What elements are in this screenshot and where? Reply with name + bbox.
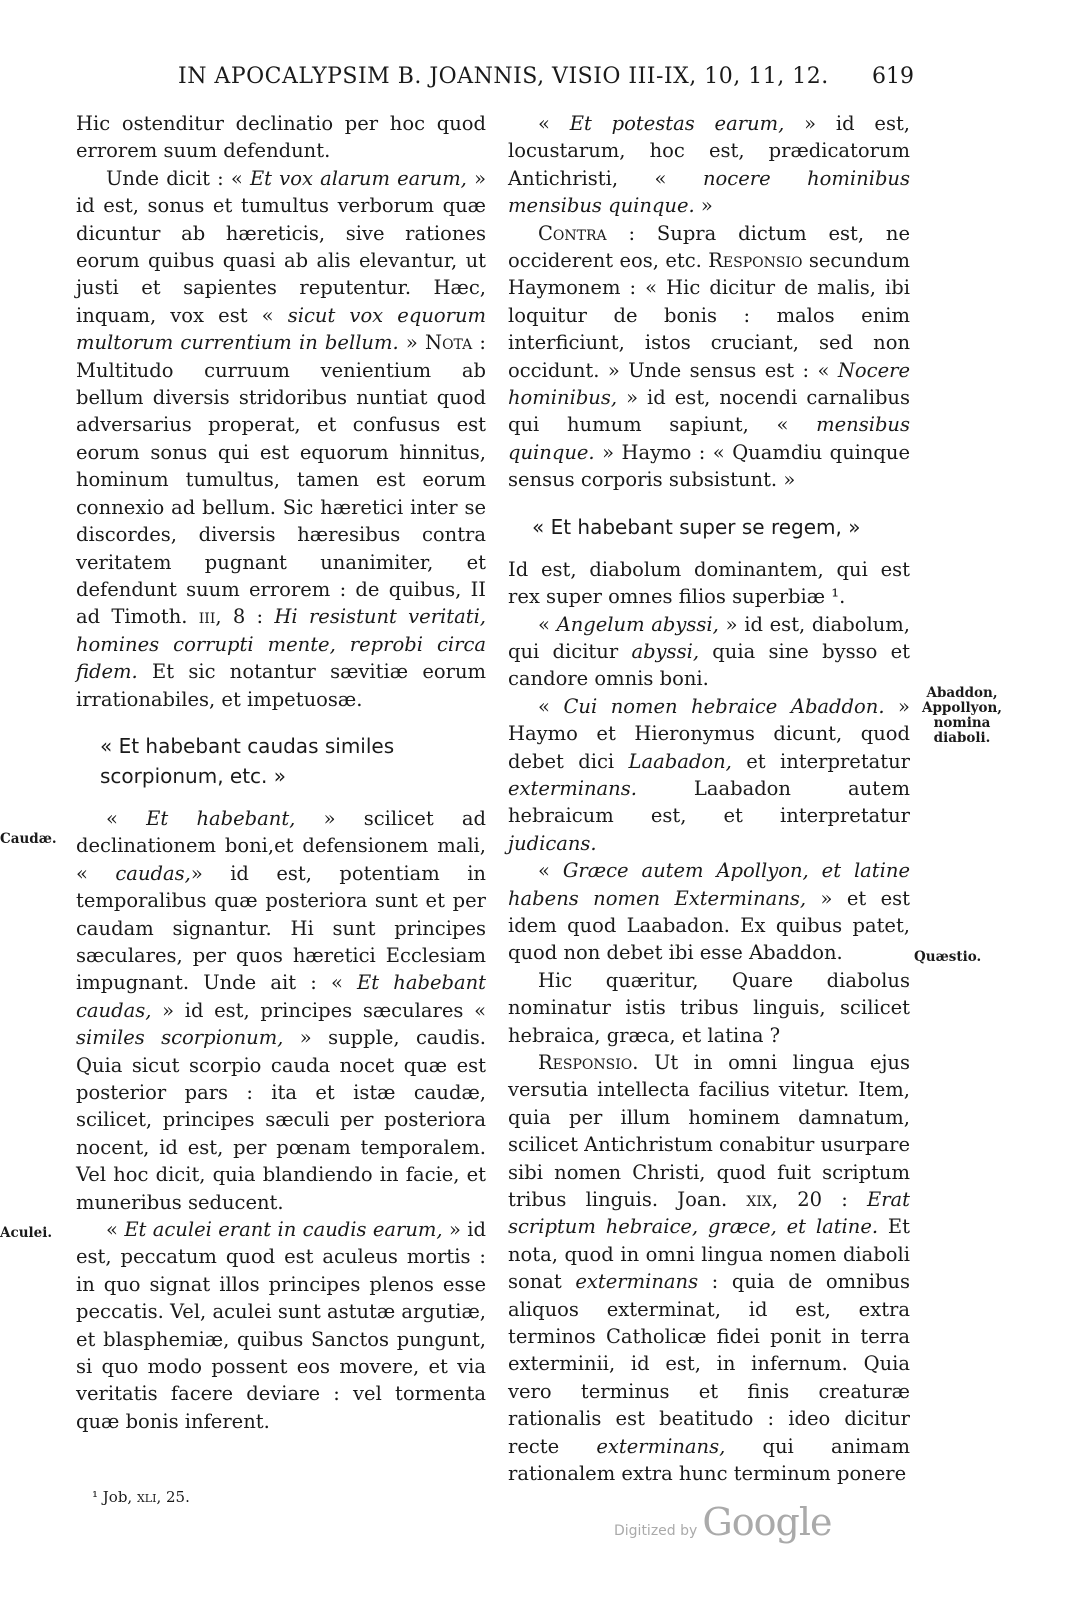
running-header	[0, 64, 1081, 94]
running-title: IN APOCALYPSIM B. JOANNIS, VISIO III-IX, 10, 11, 12.	[178, 64, 829, 89]
google-logo: Google	[702, 1500, 832, 1544]
lemma-heading: « Et habebant super se regem, »	[532, 514, 861, 539]
page-number: 619	[872, 64, 914, 89]
paragraph: Contra : Supra dictum est, ne occiderent eos, etc. Responsio secundum Haymonem : « Hic dicitur de malis, ibi loquitur de bonis : malos enim interficiunt, istos cruciant, sed non occidunt. » Unde sensus est : « Nocere hominibus, » id est, nocendi carnalibus qui humum sapiunt, « mensibus quinque. » Haymo : « Quamdiu quinque sensus corporis subsistunt. »	[508, 221, 910, 492]
footnote: ¹ Job, xli, 25.	[92, 1488, 190, 1506]
right-column	[508, 110, 910, 1488]
paragraph: « Et aculei erant in caudis earum, » id est, peccatum quod est aculeus mortis : in quo signat illos principes plenos esse peccatis. Vel, aculei sunt astutæ argutiæ, et blasphemiæ, quibus Sanctos pungunt, si quo modo possent eos movere, et via veritatis facere deviare : vel tormenta quæ bonis inferent.	[76, 1218, 486, 1433]
paragraph: Id est, diabolum dominantem, qui est rex super omnes filios superbiæ ¹.	[508, 557, 910, 609]
paragraph: Hic ostenditur declinatio per hoc quod errorem suum defendunt.	[76, 112, 486, 163]
margin-note-aculei: Aculei.	[0, 1225, 53, 1241]
paragraph: « Græce autem Apollyon, et latine habens nomen Exterminans, » et est idem quod Laabadon. Ex quibus patet, quod non debet ibi esse Abaddon.	[508, 859, 910, 965]
digitized-by-label: Digitized by	[614, 1523, 698, 1539]
paragraph: « Cui nomen hebraice Abaddon. » Haymo et Hieronymus dicunt, quod debet dici Laabadon, et interpretatur exterminans. Laabadon autem hebraicum est, et interpretatur judicans.	[508, 694, 910, 855]
paragraph: Hic quæritur, Quare diabolus nominatur istis tribus linguis, scilicet hebraica, græca, et latina ?	[508, 968, 910, 1047]
paragraph: « Et potestas earum, » id est, locustarum, hoc est, prædicatorum Antichristi, « nocere hominibus mensibus quinque. »	[508, 112, 910, 218]
margin-note-caudae: Caudæ.	[0, 831, 57, 847]
lemma-heading: « Et habebant caudas similes scorpionum, etc. »	[100, 733, 395, 788]
paragraph: « Et habebant, » scilicet ad declinationem boni,et defensionem mali, « caudas,» id est, potentiam in temporalibus quæ posteriora sunt et per caudam signantur. Hi sunt principes sæculares, per quos hæretici Ecclesiam impugnant. Unde ait : « Et habebant caudas, » id est, principes sæculares « similes scorpionum, » supple, caudis. Quia sicut scorpio cauda nocet quæ est posterior pars : ita et istæ caudæ, scilicet, principes sæculi per posteriora nocent, id est, per pœnam temporalem. Vel hoc dicit, quia blandiendo in facie, et muneribus seducent.	[76, 806, 486, 1214]
paragraph: Unde dicit : « Et vox alarum earum, » id est, sonus et tumultus verborum quæ dicuntur ab hæreticis, sive rationes eorum quibus quasi ab alis elevantur, ut justi et sapientes reputentur. Hæc, inquam, vox est « sicut vox equorum multorum currentium in bellum. » Nota : Multitudo curruum venientium ab bellum diversis stridoribus nuntiat quod adversarius properat, et confusus est eorum sonus qui est equorum hinnitus, hominum tumultus, tamen est eorum connexio ad bellum. Sic hæretici inter se discordes, diversis hæresibus contra veritatem pugnant unanimiter, et defendunt suum errorem : de quibus, II ad Timoth. iii, 8 : Hi resistunt veritati, homines corrupti mente, reprobi circa fidem. Et sic notantur sævitiæ eorum irrationabiles, et impetuosæ.	[76, 166, 486, 711]
margin-note-abaddon: Abaddon, Appollyon, nomina diaboli.	[922, 685, 1002, 746]
google-watermark	[614, 1500, 831, 1544]
left-column	[76, 110, 486, 1435]
paragraph: Responsio. Ut in omni lingua ejus versutia intellecta facilius vitetur. Item, quia per illum hominem damnatum, scilicet Antichristum conabitur usurpare sibi nomen Christi, quod fuit scriptum tribus linguis. Joan. xix, 20 : Erat scriptum hebraice, græce, et latine. Et nota, quod in omni lingua nomen diaboli sonat exterminans : quia de omnibus aliquos exterminat, id est, extra terminos Catholicæ fidei ponit in terra exterminii, id est, in infernum. Quia vero terminus et finis creaturæ rationalis est beatitudo : ideo dicitur recte exterminans, qui animam rationalem extra hunc terminum ponere	[508, 1051, 910, 1486]
margin-note-quaestio: Quæstio.	[914, 949, 982, 965]
paragraph: « Angelum abyssi, » id est, diabolum, qui dicitur abyssi, quia sine bysso et candore omnis boni.	[508, 612, 910, 691]
